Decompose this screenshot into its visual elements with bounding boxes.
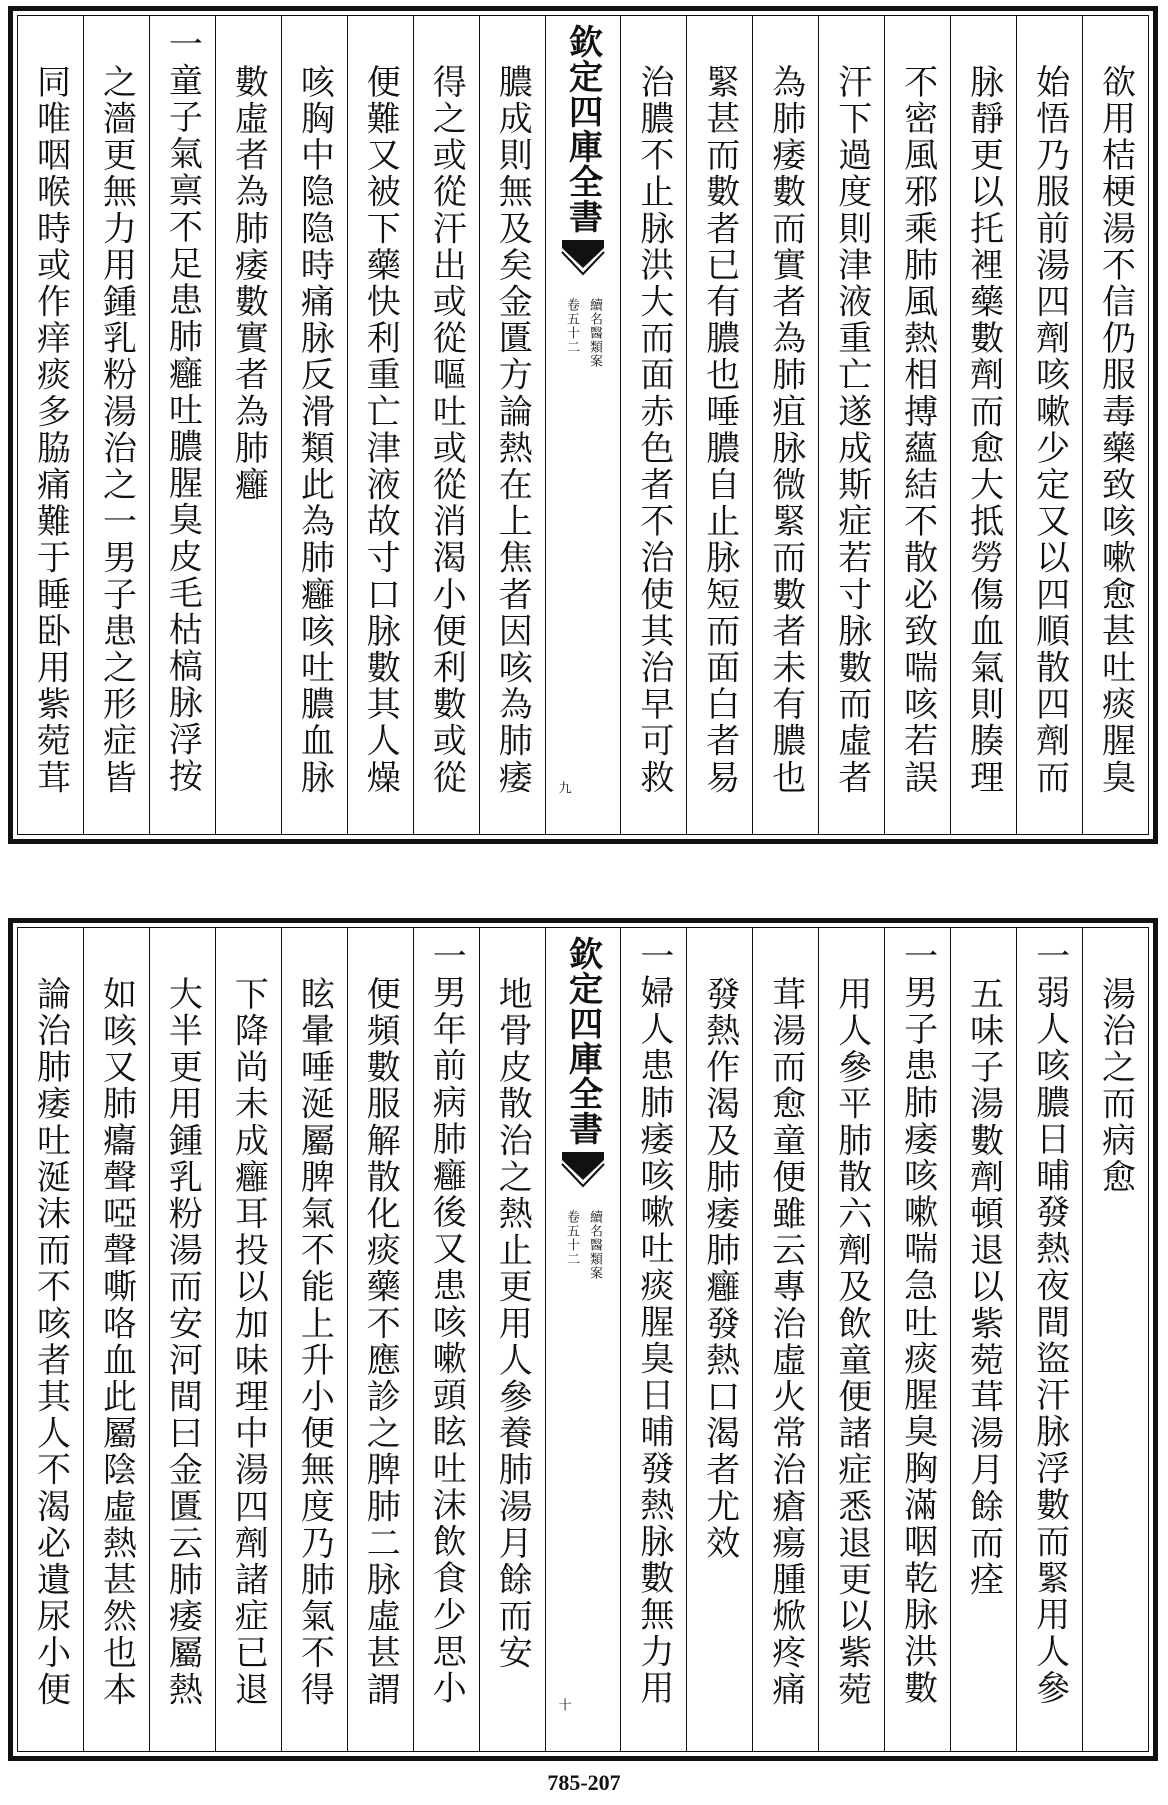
upper-text-column-9: [479, 16, 545, 834]
volume-label: 卷五十二: [564, 1210, 580, 1266]
upper-text-column-13: [215, 16, 281, 834]
upper-page-columns: [17, 15, 1149, 835]
lower-text-column-7: [686, 928, 752, 1751]
column-text: 便難又被下藥快利重亡津液故寸口脉數其人燥: [360, 64, 401, 796]
lower-text-column-2: [1016, 928, 1082, 1751]
upper-text-column-3: [950, 16, 1016, 834]
column-text: 同唯咽喉時或作痒痰多脇痛難于睡卧用紫菀茸: [30, 64, 71, 796]
column-text: 一弱人咳膿日晡發熱夜間盜汗脉浮數而緊用人參: [1029, 938, 1070, 1707]
lower-text-column-10: [413, 928, 479, 1751]
upper-text-column-1: [1082, 16, 1148, 834]
lower-text-column-1: [1082, 928, 1148, 1751]
column-text: 便頻數服解散化痰藥不應診之脾肺二脉虛甚謂: [360, 976, 401, 1708]
upper-text-column-6: [752, 16, 818, 834]
lower-text-column-13: [215, 928, 281, 1751]
upper-text-column-11: [347, 16, 413, 834]
column-text: 之濇更無力用鍾乳粉湯治之一男子患之形症皆: [96, 64, 137, 796]
collection-title: 欽定四庫全書: [562, 24, 603, 234]
upper-text-column-2: [1016, 16, 1082, 834]
upper-text-column-12: [281, 16, 347, 834]
upper-text-column-10: [413, 16, 479, 834]
volume-label: 卷五十二: [564, 298, 580, 354]
column-text: 數虛者為肺痿數實者為肺癰: [228, 64, 269, 504]
lower-text-column-12: [281, 928, 347, 1751]
upper-center-banner: [545, 16, 621, 834]
column-text: 如咳又肺癟聲啞聲嘶咯血此屬陰虛熱甚然也本: [96, 976, 137, 1708]
page-code: 785-207: [547, 1770, 621, 1795]
column-text: 茸湯而愈童便雖云專治虛火常治瘡瘍腫焮疼痛: [765, 976, 806, 1708]
upper-text-column-5: [818, 16, 884, 834]
column-text: 不密風邪乘肺風熱相搏蘊結不散必致喘咳若誤: [897, 64, 938, 796]
upper-text-column-15: [83, 16, 149, 834]
column-text: 用人參平肺散六劑及飲童便諸症悉退更以紫菀: [831, 976, 872, 1708]
lower-text-column-8: [620, 928, 686, 1751]
lower-text-column-16: [18, 928, 83, 1751]
lower-text-column-11: [347, 928, 413, 1751]
column-text: 一婦人患肺痿咳嗽吐痰腥臭日晡發熱脉數無力用: [633, 938, 674, 1707]
column-text: 治膿不止脉洪大而面赤色者不治使其治早可救: [633, 64, 674, 796]
upper-page: [8, 6, 1158, 844]
lower-text-column-14: [149, 928, 215, 1751]
column-text: 一男子患肺痿咳嗽喘急吐痰腥臭胸滿咽乾脉洪數: [897, 938, 938, 1707]
book-title: 續名醫類案: [587, 1210, 603, 1280]
leaf-number: 九: [555, 781, 571, 794]
column-text: 下降尚未成癰耳投以加味理中湯四劑諸症已退: [228, 976, 269, 1708]
column-text: 汗下過度則津液重亡遂成斯症若寸脉數而虛者: [831, 64, 872, 796]
lower-page: [8, 918, 1158, 1761]
column-text: 一童子氣禀不足患肺癰吐膿腥臭皮毛枯槁脉浮按: [162, 26, 203, 795]
collection-title: 欽定四庫全書: [562, 936, 603, 1146]
fishtail-ornament-icon: [560, 238, 606, 278]
column-text: 膿成則無及矣金匱方論熱在上焦者因咳為肺痿: [492, 64, 533, 796]
upper-text-column-4: [884, 16, 950, 834]
upper-text-column-8: [620, 16, 686, 834]
column-text: 湯治之而病愈: [1095, 976, 1136, 1196]
lower-page-columns: [17, 927, 1149, 1752]
column-text: 大半更用鍾乳粉湯而安河間曰金匱云肺痿屬熱: [162, 976, 203, 1708]
fishtail-ornament-icon: [560, 1150, 606, 1190]
lower-text-column-4: [884, 928, 950, 1751]
lower-text-column-15: [83, 928, 149, 1751]
lower-text-column-9: [479, 928, 545, 1751]
column-text: 五味子湯數劑頓退以紫菀茸湯月餘而痊: [963, 976, 1004, 1599]
lower-text-column-5: [818, 928, 884, 1751]
upper-text-column-14: [149, 16, 215, 834]
column-text: 欲用桔梗湯不信仍服毒藥致咳嗽愈甚吐痰腥臭: [1095, 64, 1136, 796]
column-text: 發熱作渴及肺痿肺癰發熱口渴者尤效: [699, 976, 740, 1562]
lower-text-column-6: [752, 928, 818, 1751]
column-text: 咳胸中隐隐時痛脉反滑類此為肺癰咳吐膿血脉: [294, 64, 335, 796]
column-text: 眩暈唾涎屬脾氣不能上升小便無度乃肺氣不得: [294, 976, 335, 1708]
column-text: 為肺痿數而實者為肺疽脉微緊而數者未有膿也: [765, 64, 806, 796]
column-text: 論治肺痿吐涎沫而不咳者其人不渴必遺尿小便: [30, 976, 71, 1708]
lower-text-column-3: [950, 928, 1016, 1751]
column-text: 地骨皮散治之熱止更用人參養肺湯月餘而安: [492, 976, 533, 1672]
column-text: 脉靜更以托裡藥數劑而愈大抵勞傷血氣則腠理: [963, 64, 1004, 796]
upper-text-column-16: [18, 16, 83, 834]
column-text: 一男年前病肺癰後又患咳嗽頭眩吐沫飲食少思小: [426, 938, 467, 1707]
lower-center-banner: [545, 928, 621, 1751]
column-text: 得之或從汗出或從嘔吐或從消渴小便利數或從: [426, 64, 467, 796]
upper-text-column-7: [686, 16, 752, 834]
leaf-number: 十: [555, 1698, 571, 1711]
book-title: 續名醫類案: [587, 298, 603, 368]
column-text: 始悟乃服前湯四劑咳嗽少定又以四順散四劑而: [1029, 64, 1070, 796]
column-text: 緊甚而數者已有膿也唾膿自止脉短而面白者易: [699, 64, 740, 796]
